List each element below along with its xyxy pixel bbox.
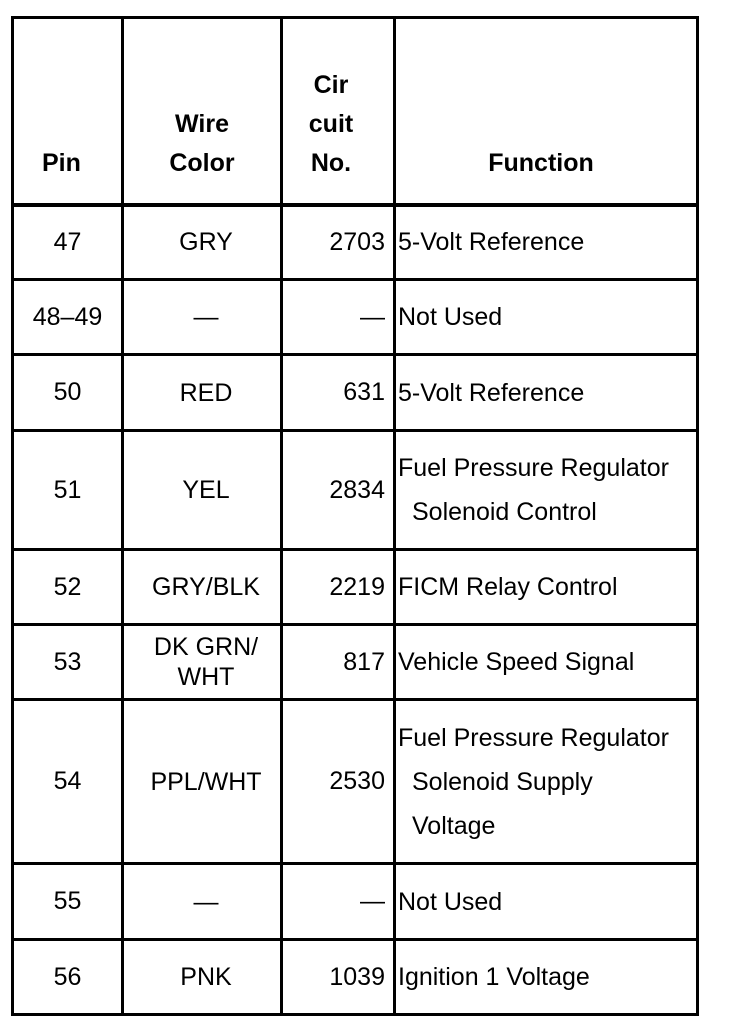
circuit-number-cell: — xyxy=(282,864,395,940)
wire-color-text: YEL xyxy=(182,476,230,504)
header-circuit-number xyxy=(282,18,395,205)
header-circuit-line-1: Cir xyxy=(313,70,349,99)
function-text: Vehicle Speed Signal xyxy=(398,648,635,676)
function-text: Solenoid Control xyxy=(412,498,597,526)
wire-color-cell xyxy=(123,431,282,550)
wire-color-cell xyxy=(123,355,282,431)
circuit-number-cell: 631 xyxy=(282,355,395,431)
table-row xyxy=(13,550,698,625)
function-cell xyxy=(395,355,698,431)
function-cell xyxy=(395,700,698,864)
table-row xyxy=(13,864,698,940)
circuit-number-cell: 2834 xyxy=(282,431,395,550)
header-wire-color xyxy=(123,18,282,205)
function-cell xyxy=(395,280,698,355)
wire-color-text: RED xyxy=(179,378,233,407)
wire-color-cell xyxy=(123,625,282,700)
header-wire-line-1: Wire xyxy=(175,109,229,138)
table-row xyxy=(13,431,698,550)
header-wire-line-2: Color xyxy=(169,148,235,177)
pin-cell: 54 xyxy=(13,700,123,864)
header-function-label: Function xyxy=(488,148,594,177)
function-text: Not Used xyxy=(398,887,503,916)
circuit-number-cell: 2219 xyxy=(282,550,395,625)
wire-color-cell xyxy=(123,940,282,1015)
function-text: 5-Volt Reference xyxy=(398,378,585,407)
function-cell xyxy=(395,625,698,700)
function-cell xyxy=(395,205,698,280)
table-row xyxy=(13,625,698,700)
function-cell xyxy=(395,940,698,1015)
header-pin xyxy=(13,18,123,205)
circuit-number-cell: 2703 xyxy=(282,205,395,280)
pin-cell: 52 xyxy=(13,550,123,625)
function-cell xyxy=(395,431,698,550)
function-text: FICM Relay Control xyxy=(398,573,618,601)
wire-color-text: — xyxy=(193,887,219,916)
header-circuit-line-3: No. xyxy=(310,148,352,177)
wire-color-cell xyxy=(123,864,282,940)
wire-color-text: — xyxy=(193,303,219,331)
function-text: Solenoid Supply xyxy=(412,767,593,796)
pin-cell: 55 xyxy=(13,864,123,940)
wire-color-text: PPL/WHT xyxy=(150,767,262,796)
table-header-row xyxy=(13,18,698,205)
pin-cell: 56 xyxy=(13,940,123,1015)
function-text: Fuel Pressure Regulator xyxy=(398,454,669,482)
table-row xyxy=(13,700,698,864)
header-function xyxy=(395,18,698,205)
circuit-number-cell: — xyxy=(282,280,395,355)
wire-color-text: WHT xyxy=(177,663,235,691)
table-body xyxy=(13,205,698,1015)
function-text: Ignition 1 Voltage xyxy=(398,963,590,991)
table-row xyxy=(13,940,698,1015)
wire-color-cell xyxy=(123,550,282,625)
pin-cell: 47 xyxy=(13,205,123,280)
function-text: Not Used xyxy=(398,303,503,331)
header-circuit-line-2: cuit xyxy=(308,109,354,138)
function-cell xyxy=(395,864,698,940)
pin-function-table xyxy=(11,16,699,1016)
function-text: 5-Volt Reference xyxy=(398,228,585,257)
wire-color-text: DK GRN/ xyxy=(153,633,259,661)
circuit-number-cell: 2530 xyxy=(282,700,395,864)
table-row xyxy=(13,205,698,280)
wire-color-cell xyxy=(123,280,282,355)
pin-cell: 51 xyxy=(13,431,123,550)
table-row xyxy=(13,280,698,355)
circuit-number-cell: 817 xyxy=(282,625,395,700)
wire-color-text: GRY/BLK xyxy=(152,573,260,601)
pin-cell: 48–49 xyxy=(13,280,123,355)
function-text: Voltage xyxy=(412,811,496,840)
header-pin-label: Pin xyxy=(42,148,81,177)
wire-color-cell xyxy=(123,205,282,280)
wire-color-cell xyxy=(123,700,282,864)
circuit-number-cell: 1039 xyxy=(282,940,395,1015)
pin-cell: 53 xyxy=(13,625,123,700)
wire-color-text: GRY xyxy=(179,228,233,257)
table-row xyxy=(13,355,698,431)
function-text: Fuel Pressure Regulator xyxy=(398,723,669,752)
function-cell xyxy=(395,550,698,625)
wire-color-text: PNK xyxy=(180,963,232,991)
pin-cell: 50 xyxy=(13,355,123,431)
